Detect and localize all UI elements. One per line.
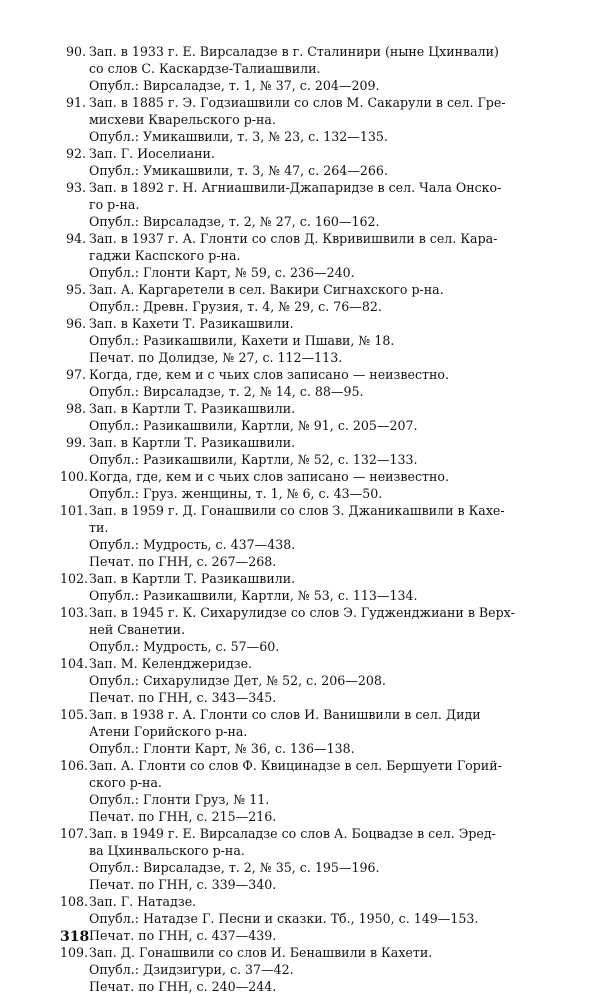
note-number: 100. [60,469,89,484]
note-text-line: ва Цхинвальского р-на. [89,843,245,858]
note-number: 99. [65,435,86,450]
note-text-line: ти. [89,520,109,535]
note-entry [60,502,560,570]
notes-list [60,43,560,995]
note-number: 96. [65,316,86,331]
note-number: 105. [60,707,89,722]
publication-line: Опубл.: Груз. женщины, т. 1, № 6, с. 43—50. [89,486,383,501]
publication-line: Печат. по ГНН, с. 240—244. [89,979,277,994]
note-text-line: Зап. А. Каргаретели в сел. Вакири Сигнахского р-на. [89,282,444,297]
note-text-line: Зап. А. Глонти со слов Ф. Квицинадзе в сел. Бершуети Горий- [89,758,502,773]
publication-line: Опубл.: Вирсаладзе, т. 2, № 27, с. 160—162. [89,214,380,229]
note-text-line: го р-на. [89,197,140,212]
note-number: 106. [60,758,89,773]
note-entry [60,43,560,94]
publication-line: Печат. по Долидзе, № 27, с. 112—113. [89,350,343,365]
note-text-line: Когда, где, кем и с чьих слов записано — неизвестно. [89,469,449,484]
note-text-line: Зап. в 1892 г. Н. Агниашвили-Джапаридзе в сел. Чала Онско- [89,180,502,195]
note-entry [60,757,560,825]
note-text-line: мисхеви Кварельского р-на. [89,112,276,127]
note-text-line: Зап. в 1937 г. А. Глонти со слов Д. Квривишвили в сел. Кара- [89,231,498,246]
note-text-line: Атени Горийского р-на. [89,724,248,739]
publication-line: Опубл.: Разикашвили, Картли, № 52, с. 132—133. [89,452,418,467]
note-entry [60,825,560,893]
publication-line: Печат. по ГНН, с. 339—340. [89,877,277,892]
note-text-line: Зап. Г. Натадзе. [89,894,197,909]
publication-line: Опубл.: Умикашвили, т. 3, № 23, с. 132—135. [89,129,388,144]
note-text-line: ней Сванетии. [89,622,186,637]
publication-line: Опубл.: Разикашвили, Картли, № 53, с. 113—134. [89,588,418,603]
note-text-line: Зап. в 1949 г. Е. Вирсаладзе со слов А. Боцвадзе в сел. Эред- [89,826,496,841]
note-entry [60,893,560,944]
note-entry [60,400,560,434]
note-number: 103. [60,605,89,620]
note-entry [60,179,560,230]
note-text-line: Зап. в Картли Т. Разикашвили. [89,435,296,450]
note-number: 92. [65,146,86,161]
note-entry [60,604,560,655]
publication-line: Опубл.: Сихарулидзе Дет, № 52, с. 206—208. [89,673,386,688]
note-number: 109. [60,945,89,960]
page-number: 318 [60,929,90,945]
note-text-line: Зап. в 1945 г. К. Сихарулидзе со слов Э. Гудженджиани в Верх- [89,605,516,620]
note-entry [60,706,560,757]
publication-line: Опубл.: Мудрость, с. 57—60. [89,639,280,654]
note-text-line: Когда, где, кем и с чьих слов записано — неизвестно. [89,367,449,382]
note-text-line: Зап. в 1959 г. Д. Гонашвили со слов З. Джаникашвили в Кахе- [89,503,505,518]
note-entry [60,366,560,400]
publication-line: Опубл.: Дзидзигури, с. 37—42. [89,962,294,977]
note-number: 107. [60,826,89,841]
note-entry [60,944,560,995]
note-number: 102. [60,571,89,586]
note-text-line: со слов С. Каскардзе-Талиашвили. [89,61,321,76]
note-text-line: Зап. в 1933 г. Е. Вирсаладзе в г. Сталинири (ныне Цхинвали) [89,44,499,59]
note-text-line: Зап. в Картли Т. Разикашвили. [89,401,296,416]
note-text-line: Зап. М. Келенджеридзе. [89,656,253,671]
publication-line: Печат. по ГНН, с. 343—345. [89,690,277,705]
publication-line: Печат. по ГНН, с. 215—216. [89,809,277,824]
publication-line: Опубл.: Вирсаладзе, т. 1, № 37, с. 204—209. [89,78,380,93]
note-entry [60,281,560,315]
note-number: 91. [65,95,86,110]
note-text-line: ского р-на. [89,775,162,790]
publication-line: Печат. по ГНН, с. 437—439. [89,928,277,943]
note-number: 108. [60,894,89,909]
publication-line: Опубл.: Глонти Груз, № 11. [89,792,270,807]
note-number: 93. [65,180,86,195]
note-text-line: гаджи Каспского р-на. [89,248,241,263]
publication-line: Опубл.: Глонти Карт, № 59, с. 236—240. [89,265,355,280]
note-number: 97. [65,367,86,382]
note-entry [60,655,560,706]
publication-line: Опубл.: Вирсаладзе, т. 2, № 35, с. 195—196. [89,860,380,875]
note-text-line: Зап. Д. Гонашвили со слов И. Бенашвили в Кахети. [89,945,433,960]
note-entry [60,315,560,366]
note-entry [60,94,560,145]
note-text-line: Зап. Г. Иоселиани. [89,146,215,161]
publication-line: Опубл.: Глонти Карт, № 36, с. 136—138. [89,741,355,756]
note-text-line: Зап. в Картли Т. Разикашвили. [89,571,296,586]
note-text-line: Зап. в Кахети Т. Разикашвили. [89,316,294,331]
publication-line: Опубл.: Древн. Грузия, т. 4, № 29, с. 76—82. [89,299,382,314]
publication-line: Опубл.: Разикашвили, Кахети и Пшави, № 18. [89,333,395,348]
note-text-line: Зап. в 1938 г. А. Глонти со слов И. Ванишвили в сел. Диди [89,707,481,722]
note-number: 98. [65,401,86,416]
note-text-line: Зап. в 1885 г. Э. Годзиашвили со слов М. Сакарули в сел. Гре- [89,95,506,110]
publication-line: Печат. по ГНН, с. 267—268. [89,554,277,569]
note-number: 90. [65,44,86,59]
publication-line: Опубл.: Разикашвили, Картли, № 91, с. 205—207. [89,418,418,433]
publication-line: Опубл.: Натадзе Г. Песни и сказки. Тб., 1950, с. 149—153. [89,911,479,926]
publication-line: Опубл.: Умикашвили, т. 3, № 47, с. 264—266. [89,163,388,178]
publication-line: Опубл.: Вирсаладзе, т. 2, № 14, с. 88—95. [89,384,364,399]
note-entry [60,434,560,468]
note-entry [60,230,560,281]
note-number: 101. [60,503,89,518]
note-entry [60,570,560,604]
note-entry [60,145,560,179]
note-number: 104. [60,656,89,671]
note-number: 94. [65,231,86,246]
publication-line: Опубл.: Мудрость, с. 437—438. [89,537,296,552]
note-number: 95. [65,282,86,297]
note-entry [60,468,560,502]
